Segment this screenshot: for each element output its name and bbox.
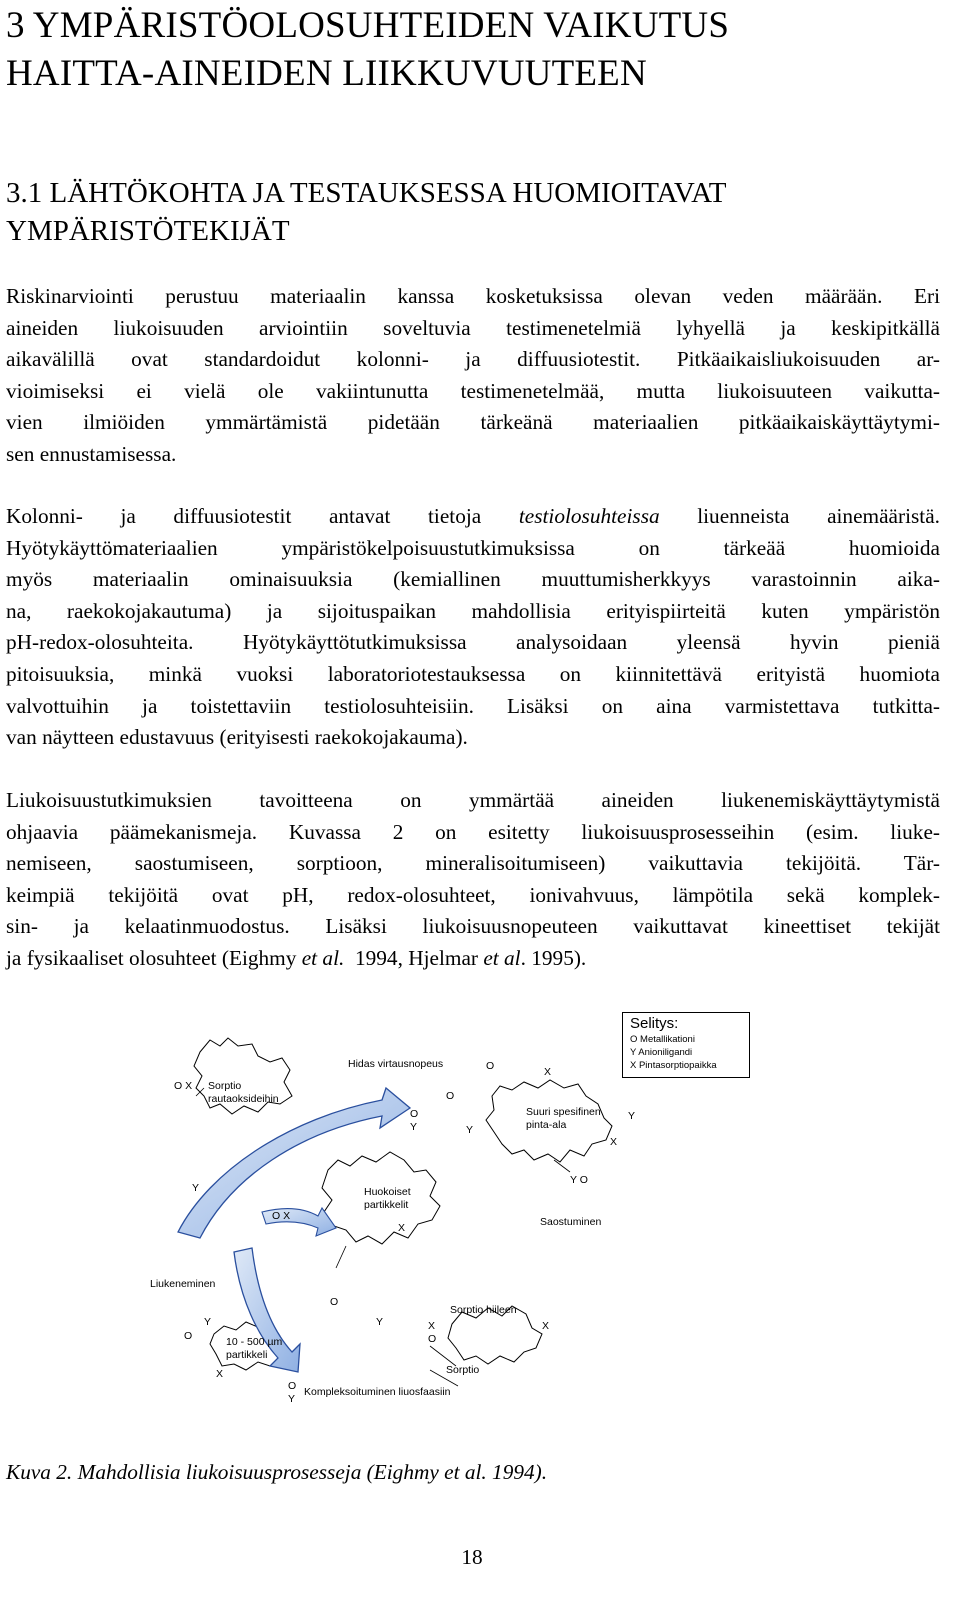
paragraph-2-line: pH-redox-olosuhteita. Hyötykäyttötutkimuksissa analysoidaan yleensä hyvin pieniä <box>6 630 940 655</box>
symbol-x: X <box>216 1368 224 1380</box>
chapter-heading <box>6 2 936 98</box>
paragraph-1-line: aikavälillä ovat standardoidut kolonni- ja diffuusiotestit. Pitkäaikaisliukoisuuden ar- <box>6 347 940 372</box>
label-precipitation: Saostuminen <box>540 1216 602 1228</box>
label-particle-size-1: 10 - 500 µm <box>226 1336 283 1348</box>
paragraph-1-line: vioimiseksi ei vielä ole vakiintunutta testimenetelmää, mutta liukoisuuteen vaikutta- <box>6 378 940 403</box>
symbol-yo: Y O <box>570 1174 588 1186</box>
paragraph-3-italic: et al <box>483 945 521 970</box>
symbol-x: X <box>542 1320 550 1332</box>
paragraph-2-line: Hyötykäyttömateriaalien ympäristökelpoisuustutkimuksissa on tärkeää huomioida <box>6 535 940 560</box>
paragraph-1-line: vien ilmiöiden ymmärtämistä pidetään tärkeänä materiaalien pitkäaikaiskäyttäytymi- <box>6 410 940 435</box>
legend-item-metal-cation: O Metallikationi <box>630 1034 695 1045</box>
chapter-heading-line-1: 3 YMPÄRISTÖOLOSUHTEIDEN VAIKUTUS <box>6 5 730 46</box>
legend-title: Selitys: <box>630 1015 679 1032</box>
paragraph-2 <box>6 501 940 754</box>
label-porous-1: Huokoiset <box>364 1186 411 1198</box>
figure-caption: Kuva 2. Mahdollisia liukoisuusprosesseja (Eighmy et al. 1994). <box>6 1460 548 1484</box>
paragraph-2-line: na, raekokojakautuma) ja sijoituspaikan mahdollisia erityispiirteitä kuten ympäristön <box>6 598 940 623</box>
paragraph-3-text: ja fysikaaliset olosuhteet (Eighmy <box>6 945 302 970</box>
label-sorption-iron-1: Sorptio <box>208 1080 242 1092</box>
paragraph-1-line: sen ennustamisessa. <box>6 441 177 466</box>
paragraph-2-line: valvottuihin ja toistettaviin testiolosuhteisiin. Lisäksi on aina varmistettava tutkitta- <box>6 693 940 718</box>
paragraph-2-italic-term: testiolosuhteissa <box>518 504 660 528</box>
paragraph-1 <box>6 281 940 471</box>
section-heading <box>6 174 936 250</box>
symbol-x: X <box>398 1222 406 1234</box>
label-complexation: Kompleksoituminen liuosfaasiin <box>304 1386 451 1398</box>
symbol-o: O <box>288 1380 297 1392</box>
symbol-y: Y <box>204 1316 212 1328</box>
symbol-y: Y <box>466 1124 474 1136</box>
paragraph-1-line: aineiden liukoisuuden arviointiin soveltuvia testimenetelmiä lyhyellä ja keskipitkällä <box>6 315 940 340</box>
connector-line <box>554 1160 570 1172</box>
connector-line <box>430 1346 456 1366</box>
symbol-o: O <box>184 1330 193 1342</box>
symbol-y: Y <box>410 1121 418 1133</box>
paragraph-3-text: . 1995). <box>520 945 587 970</box>
label-slow-flow: Hidas virtausnopeus <box>348 1058 444 1070</box>
symbol-y: Y <box>288 1393 296 1405</box>
symbol-o: O <box>428 1333 437 1345</box>
paragraph-3-line: Liukoisuustutkimuksien tavoitteena on ymmärtää aineiden liukenemiskäyttäytymistä <box>6 788 940 812</box>
label-porous-2: partikkelit <box>364 1199 409 1211</box>
label-sorption-iron-2: rautaoksideihin <box>208 1093 279 1105</box>
symbol-y: Y <box>192 1182 200 1194</box>
symbol-ox-top-left: O X <box>174 1080 193 1092</box>
symbol-y: Y <box>628 1110 636 1122</box>
paragraph-2-line-1 <box>6 501 940 533</box>
page-number: 18 <box>461 1545 483 1569</box>
symbol-o: O <box>410 1108 419 1120</box>
paragraph-2-line: myös materiaalin ominaisuuksia (kemiallinen muuttumisherkkyys varastoinnin aika- <box>6 567 940 592</box>
paragraph-3-line: keimpiä tekijöitä ovat pH, redox-olosuhteet, ionivahvuus, lämpötila sekä komplek- <box>6 882 940 907</box>
symbol-x: X <box>610 1136 618 1148</box>
legend-item-anion-ligand: Y Anioniligandi <box>630 1047 693 1058</box>
paragraph-2-line: van näytteen edustavuus (erityisesti raekokojakauma). <box>6 725 468 750</box>
label-large-surface-2: pinta-ala <box>526 1119 567 1131</box>
paragraph-3-line-last <box>6 943 940 975</box>
paragraph-3-line: nemiseen, saostumiseen, sorptioon, mineralisoitumiseen) vaikuttavia tekijöitä. Tär- <box>6 851 940 876</box>
section-heading-line-2: YMPÄRISTÖTEKIJÄT <box>6 215 290 247</box>
label-sorption: Sorptio <box>446 1364 480 1376</box>
paragraph-3 <box>6 785 940 975</box>
chapter-heading-line-2: HAITTA-AINEIDEN LIIKKUVUUTEEN <box>6 53 647 94</box>
paragraph-1-line: Riskinarviointi perustuu materiaalin kanssa kosketuksissa olevan veden määrään. Eri <box>6 284 940 308</box>
figure-legend <box>622 1012 750 1078</box>
symbol-o: O <box>330 1296 339 1308</box>
leaching-process-figure <box>140 1000 760 1420</box>
symbol-o: O <box>446 1090 455 1102</box>
symbol-y: Y <box>376 1316 384 1328</box>
label-large-surface-1: Suuri spesifinen <box>526 1106 601 1118</box>
paragraph-2-text: Kolonni- ja diffuusiotestit antavat tietoja <box>6 504 519 528</box>
symbol-x: X <box>428 1320 436 1332</box>
label-dissolution: Liukeneminen <box>150 1278 216 1290</box>
paragraph-2-text: liuenneista ainemääristä. <box>659 504 940 528</box>
paragraph-2-line: pitoisuuksia, minkä vuoksi laboratoriotestauksessa on kiinnitettävä erityistä huomiota <box>6 661 940 686</box>
connector-line <box>336 1246 346 1268</box>
paragraph-3-line: ohjaavia päämekanismeja. Kuvassa 2 on esitetty liukoisuusprosesseihin (esim. liuke- <box>6 819 940 844</box>
label-carbon-sorption: Sorptio hiileen <box>450 1304 517 1316</box>
legend-item-sorption-site: X Pintasorptiopaikka <box>630 1060 717 1071</box>
symbol-o: O <box>486 1060 495 1072</box>
label-particle-size-2: partikkeli <box>226 1349 268 1361</box>
paragraph-3-text: 1994, Hjelmar <box>344 945 484 970</box>
symbol-x: X <box>544 1066 552 1078</box>
symbol-ox: O X <box>272 1210 291 1222</box>
section-heading-line-1: 3.1 LÄHTÖKOHTA JA TESTAUKSESSA HUOMIOITAVAT <box>6 177 727 209</box>
paragraph-3-italic: et al. <box>301 945 345 970</box>
paragraph-3-line: sin- ja kelaatinmuodostus. Lisäksi liukoisuusnopeuteen vaikuttavat kineettiset tekijät <box>6 914 940 939</box>
